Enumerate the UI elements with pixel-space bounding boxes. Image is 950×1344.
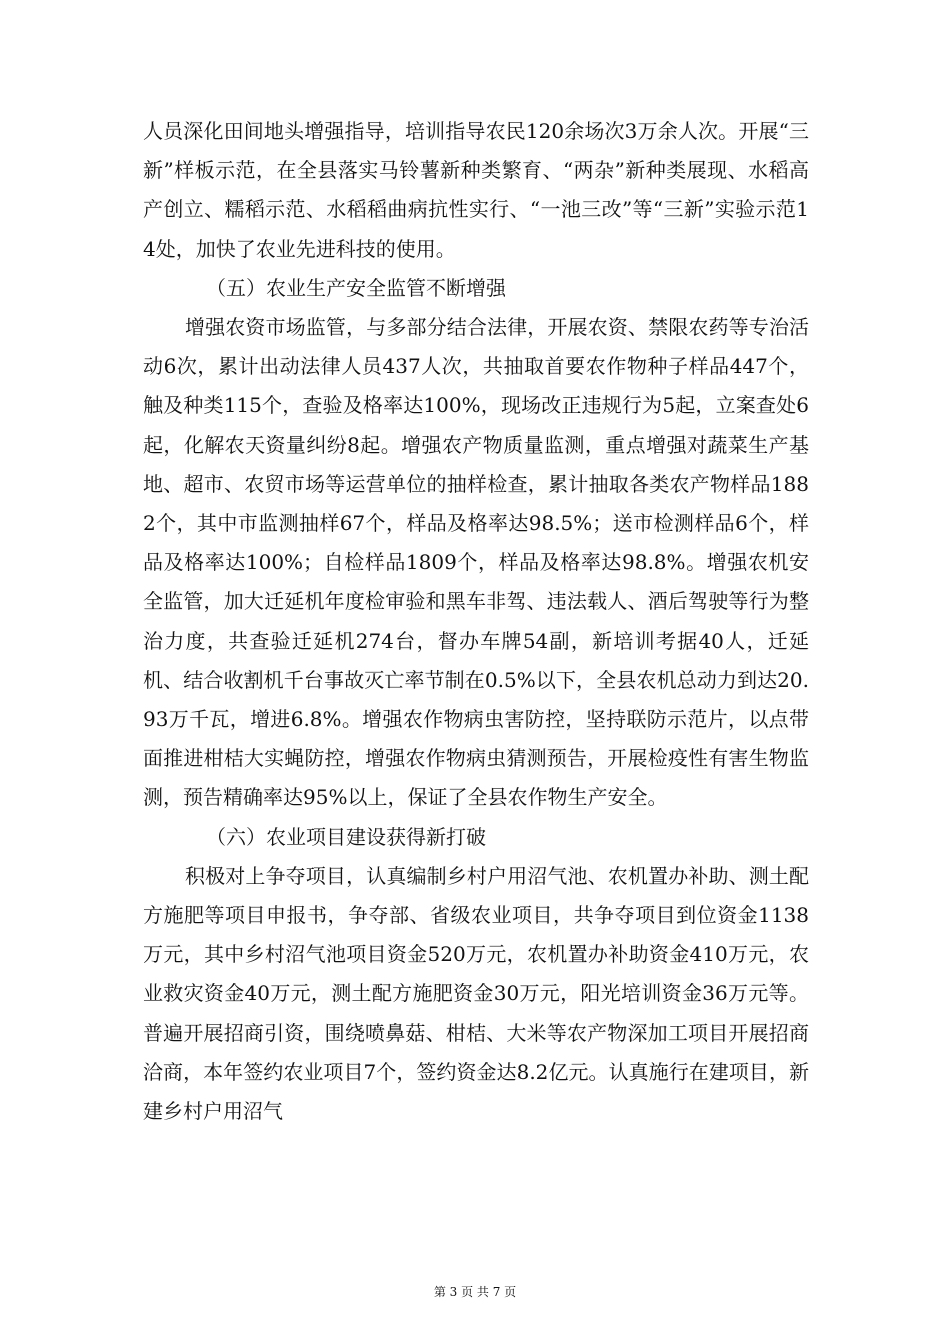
paragraph-safety-supervision: 增强农资市场监管，与多部分结合法律，开展农资、禁限农药等专治活动6次，累计出动法律人员437人次，共抽取首要农作物种子样品447个，触及种类115个，查验及格率达100%，现场改正违规行为5起，立案查处6起，化解农天资量纠纷8起。增强农产物质量监测，重点增强对蔬菜生产基地、超市、农贸市场等运营单位的抽样检查，累计抽取各类农产物样品1882个，其中市监测抽样67个，样品及格率达98.5%；送市检测样品6个，样品及格率达100%；自检样品1809个，样品及格率达98.8%。增强农机安全监管，加大迁延机年度检审验和黑车非驾、违法载人、酒后驾驶等行为整治力度，共查验迁延机274台，督办车牌54副，新培训考据40人，迁延机、结合收割机千台事故灭亡率节制在0.5%以下，全县农机总动力到达20.93万千瓦，增进6.8%。增强农作物病虫害防控，坚持联防示范片，以点带面推进柑桔大实蝇防控，增强农作物病虫猜测预告，开展检疫性有害生物监测，预告精确率达95%以上，保证了全县农作物生产安全。 — [143, 315, 809, 810]
section-heading-safety-supervision: （五）农业生产安全监管不断增强 — [206, 275, 506, 300]
paragraph-training-and-demos: 人员深化田间地头增强指导，培训指导农民120余场次3万余人次。开展“三新”样板示范，在全县落实马铃薯新种类繁育、“两杂”新种类展现、水稻高产创立、糯稻示范、水稻稻曲病抗性实行、“一池三改”等“三新”实验示范14处，加快了农业先进科技的使用。 — [143, 119, 809, 261]
paragraph-project-construction: 积极对上争夺项目，认真编制乡村户用沼气池、农机置办补助、测土配方施肥等项目申报书，争夺部、省级农业项目，共争夺项目到位资金1138万元，其中乡村沼气池项目资金520万元，农机置办补助资金410万元，农业救灾资金40万元，测土配方施肥资金30万元，阳光培训资金36万元等。普遍开展招商引资，围绕喷鼻菇、柑桔、大米等农产物深加工项目开展招商洽商，本年签约农业项目7个，签约资金达8.2亿元。认真施行在建项目，新建乡村户用沼气 — [143, 863, 809, 1124]
section-heading-project-construction: （六）农业项目建设获得新打破 — [206, 824, 486, 849]
page-body — [143, 112, 809, 1131]
page-number-footer: 第 3 页 共 7 页 — [433, 1285, 517, 1299]
